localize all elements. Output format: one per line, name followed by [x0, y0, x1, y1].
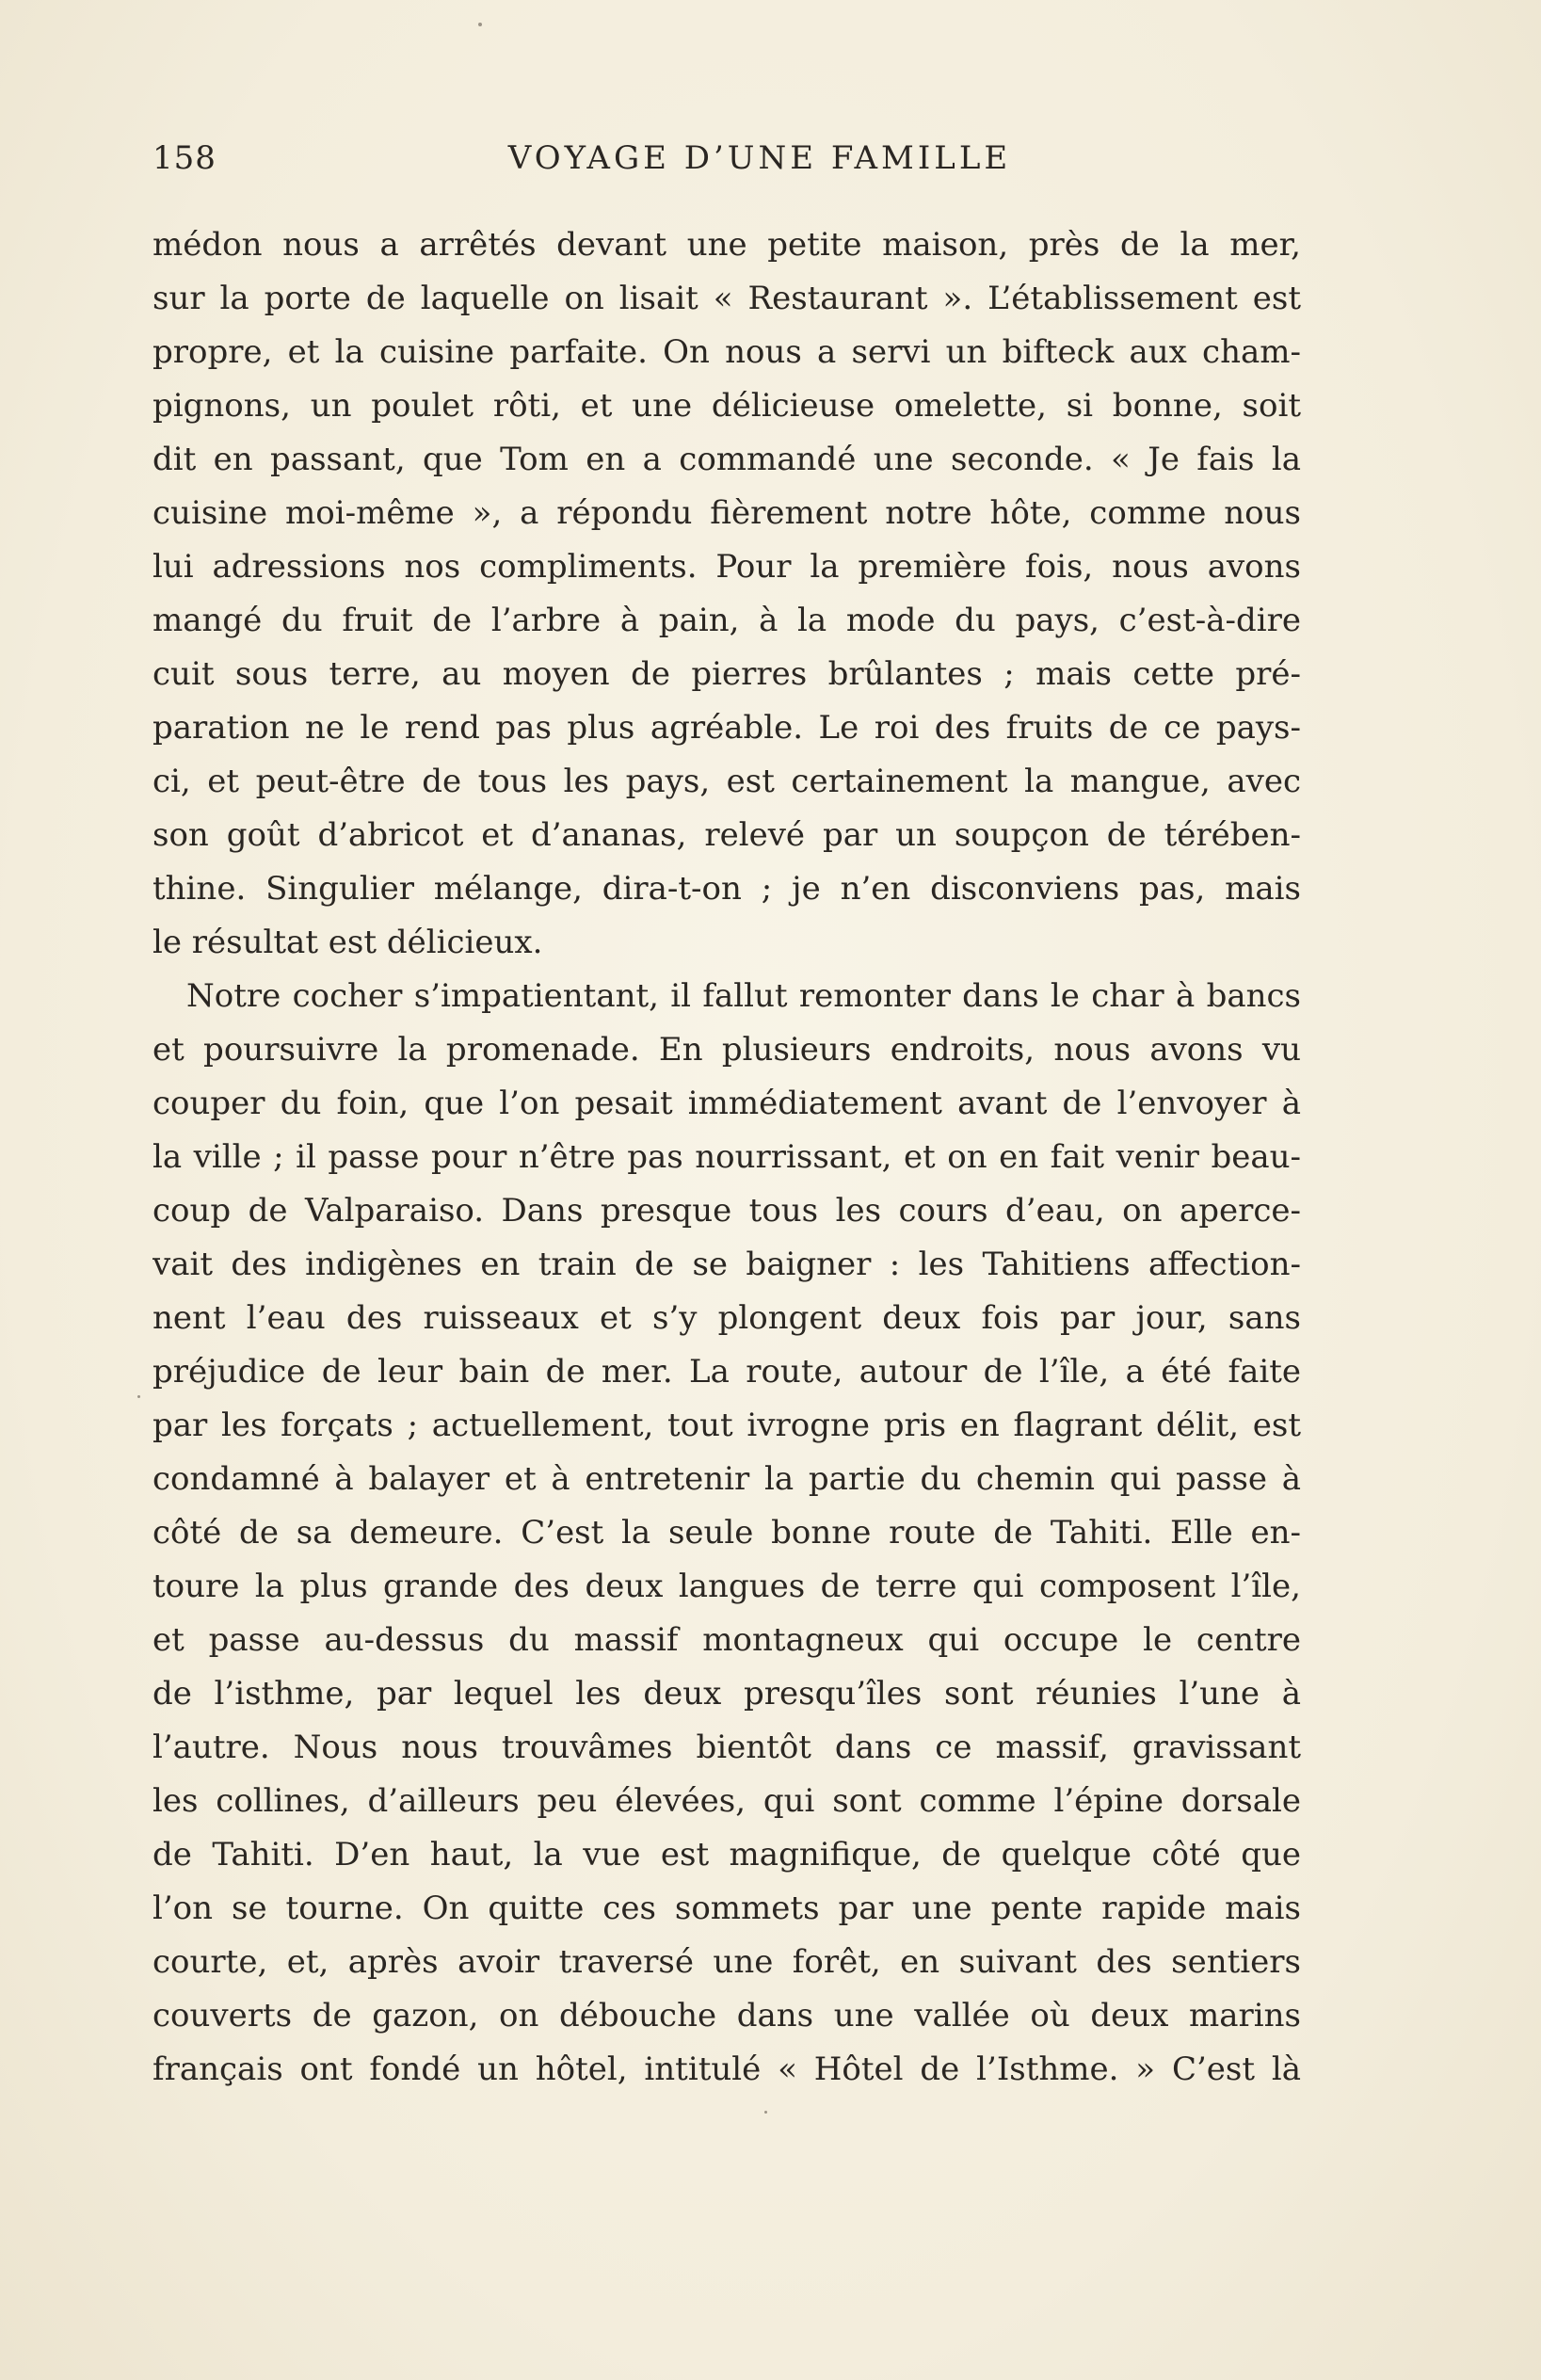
- text-line: propre, et la cuisine parfaite. On nous a servi un bifteck aux cham-: [152, 333, 1301, 371]
- text-line: par les forçats ; actuellement, tout ivrogne pris en flagrant délit, est: [152, 1407, 1301, 1444]
- paper-speck: [478, 23, 482, 26]
- text-line: mangé du fruit de l’arbre à pain, à la mode du pays, c’est-à-dire: [152, 602, 1301, 639]
- page-number: 158: [152, 139, 217, 177]
- text-line: côté de sa demeure. C’est la seule bonne route de Tahiti. Elle en-: [152, 1514, 1301, 1552]
- paper-speck: [137, 1395, 140, 1398]
- text-line: pignons, un poulet rôti, et une délicieuse omelette, si bonne, soit: [152, 387, 1301, 425]
- text-line: médon nous a arrêtés devant une petite maison, près de la mer,: [152, 226, 1301, 264]
- text-line: condamné à balayer et à entretenir la partie du chemin qui passe à: [152, 1460, 1301, 1498]
- running-head: VOYAGE D’UNE FAMILLE: [507, 139, 1012, 177]
- text-line: l’autre. Nous nous trouvâmes bientôt dans ce massif, gravissant: [152, 1729, 1301, 1766]
- text-line: courte, et, après avoir traversé une forêt, en suivant des sentiers: [152, 1943, 1301, 1981]
- body-text: [152, 218, 1301, 2097]
- text-line: toure la plus grande des deux langues de terre qui composent l’île,: [152, 1568, 1301, 1605]
- text-line: l’on se tourne. On quitte ces sommets par une pente rapide mais: [152, 1890, 1301, 1927]
- text-line: la ville ; il passe pour n’être pas nourrissant, et on en fait venir beau-: [152, 1138, 1301, 1176]
- text-line: coup de Valparaiso. Dans presque tous les cours d’eau, on aperce-: [152, 1192, 1301, 1230]
- text-line: couverts de gazon, on débouche dans une vallée où deux marins: [152, 1997, 1301, 2034]
- paper-speck: [764, 2111, 767, 2114]
- text-line: thine. Singulier mélange, dira-t-on ; je n’en disconviens pas, mais: [152, 870, 1301, 908]
- text-line: vait des indigènes en train de se baigner : les Tahitiens affection-: [152, 1246, 1301, 1283]
- text-line: couper du foin, que l’on pesait immédiatement avant de l’envoyer à: [152, 1085, 1301, 1122]
- text-line: les collines, d’ailleurs peu élevées, qui sont comme l’épine dorsale: [152, 1782, 1301, 1820]
- text-line: et passe au-dessus du massif montagneux qui occupe le centre: [152, 1621, 1301, 1659]
- page-header: [152, 139, 1301, 186]
- text-line: ci, et peut-être de tous les pays, est certainement la mangue, avec: [152, 763, 1301, 800]
- paragraph-end-line: le résultat est délicieux.: [152, 924, 543, 961]
- paragraph-start-line: Notre cocher s’impatientant, il fallut remonter dans le char à bancs: [186, 977, 1301, 1015]
- text-line: français ont fondé un hôtel, intitulé « Hôtel de l’Isthme. » C’est là: [152, 2050, 1301, 2088]
- text-line: cuit sous terre, au moyen de pierres brûlantes ; mais cette pré-: [152, 655, 1301, 693]
- text-line: son goût d’abricot et d’ananas, relevé par un soupçon de térében-: [152, 816, 1301, 854]
- text-line: de l’isthme, par lequel les deux presqu’îles sont réunies l’une à: [152, 1675, 1301, 1713]
- text-line: paration ne le rend pas plus agréable. Le roi des fruits de ce pays-: [152, 709, 1301, 747]
- text-line: nent l’eau des ruisseaux et s’y plongent deux fois par jour, sans: [152, 1299, 1301, 1337]
- text-line: et poursuivre la promenade. En plusieurs endroits, nous avons vu: [152, 1031, 1301, 1069]
- text-line: de Tahiti. D’en haut, la vue est magnifique, de quelque côté que: [152, 1836, 1301, 1873]
- text-line: préjudice de leur bain de mer. La route, autour de l’île, a été faite: [152, 1353, 1301, 1391]
- text-line: sur la porte de laquelle on lisait « Restaurant ». L’établissement est: [152, 280, 1301, 317]
- text-line: lui adressions nos compliments. Pour la première fois, nous avons: [152, 548, 1301, 586]
- text-line: dit en passant, que Tom en a commandé une seconde. « Je fais la: [152, 441, 1301, 478]
- text-line: cuisine moi-même », a répondu fièrement notre hôte, comme nous: [152, 494, 1301, 532]
